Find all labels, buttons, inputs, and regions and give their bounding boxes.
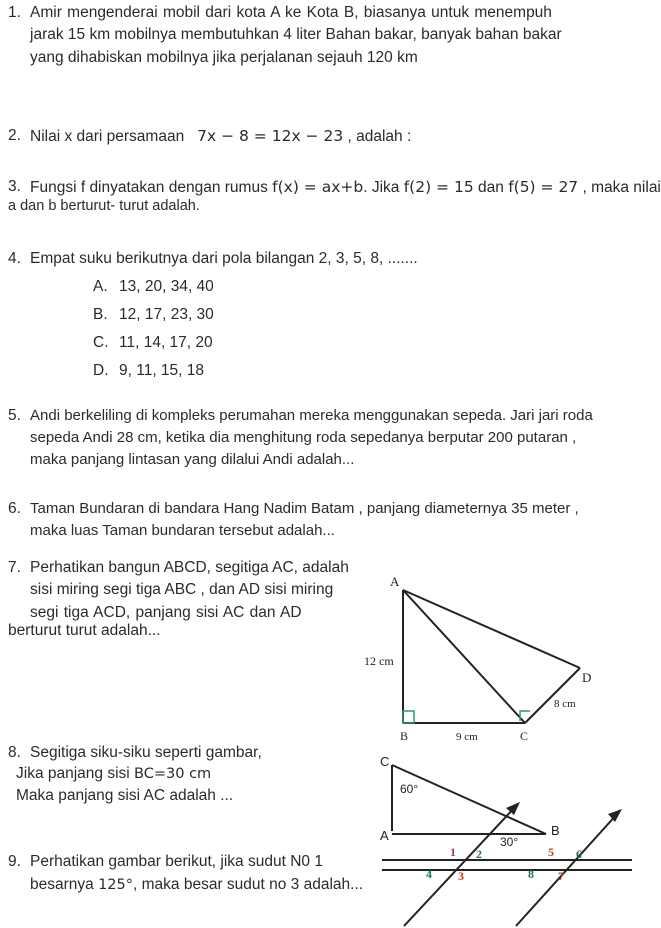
question-7 [30,557,355,624]
angle-label-8: 8 [528,867,534,881]
question-1-line-1: Amir mengenderai mobil dari kota A ke Kota B, biasanya untuk menempuh [30,4,552,21]
figure-abcd [350,570,630,745]
triangle-side-cb [392,765,546,834]
question-7-line-4: berturut turut adalah... [8,622,161,639]
angle-label-1: 1 [450,845,456,859]
question-9-angle: 125° [98,877,134,893]
figure-abcd-label-ab: 12 cm [364,654,394,668]
question-8-line-2-text: Jika panjang sisi [16,765,130,782]
question-3-line-2: a dan b berturut- turut adalah. [8,198,200,214]
figure-abcd-label-d: D [582,670,592,685]
question-3-text-4: , maka nilai [582,179,661,196]
option-a-letter: A. [93,278,108,295]
question-9-number: 9. [8,853,21,870]
question-5 [30,405,620,470]
question-2-equation: 7x − 8 = 12x − 23 [197,127,344,145]
question-9-line-2-text-1: besarnya [30,876,94,893]
question-3-text-2: . Jika [363,179,400,196]
option-a [93,276,214,298]
question-6-number: 6. [8,500,21,517]
question-8-number: 8. [8,744,21,761]
question-8 [30,742,262,764]
triangle-label-b: B [551,823,560,838]
option-d [93,360,204,382]
option-b-letter: B. [93,306,108,323]
question-6-line-1: Taman Bundaran di bandara Hang Nadim Batam , panjang diameternya 35 meter , [30,500,579,517]
figure-abcd-side-ac [403,590,525,723]
question-6-line-2: maka luas Taman bundaran tersebut adalah... [30,521,335,539]
question-5-number: 5. [8,407,21,424]
question-2-number: 2. [8,127,21,144]
question-7-number: 7. [8,559,21,576]
option-c-value: 11, 14, 17, 20 [119,334,213,351]
question-7-line-1: Perhatikan bangun ABCD, segitiga AC, adalah [30,559,349,576]
angle-label-3: 3 [458,869,464,883]
figure-abcd-side-ad [403,590,580,668]
question-2-text: Nilai x dari persamaan [30,128,185,145]
question-6 [30,498,620,542]
triangle-label-c: C [380,754,390,769]
question-9-line-2-text-2: , maka besar sudut no 3 adalah... [133,876,364,893]
question-1 [30,2,620,69]
question-8-line-2-formula: BC=30 cm [134,766,212,782]
question-5-line-2: sepeda Andi 28 cm, ketika dia menghitung roda sepedanya berputar 200 putaran , [30,428,577,446]
question-8-line-3: Maka panjang sisi AC adalah ... [16,787,234,804]
question-1-number: 1. [8,4,21,21]
question-7-line-2: sisi miring segi tiga ABC , dan AD sisi miring [30,581,334,599]
transversal-right-arrow-icon [608,809,622,822]
figure-abcd-label-c: C [520,729,529,743]
angle-label-5: 5 [548,845,554,859]
figure-abcd-right-angle-b [403,711,414,723]
question-9-line-1: Perhatikan gambar berikut, jika sudut N0 1 [30,853,323,870]
triangle-angle-60: 60° [400,782,419,796]
figure-abcd-label-b: B [400,729,409,743]
angle-label-4: 4 [426,867,432,881]
lines-angle-30: 30° [500,835,519,849]
angle-label-7: 7 [558,869,564,883]
option-b-value: 12, 17, 23, 30 [119,306,214,323]
figure-abcd-label-a: A [390,574,400,589]
question-4-text: Empat suku berikutnya dari pola bilangan 2, 3, 5, 8, ....... [30,250,418,267]
angle-label-2: 2 [476,847,482,861]
option-c-letter: C. [93,334,109,351]
question-9-line-2 [30,874,363,896]
question-8-line-2 [16,763,211,785]
figure-abcd-side-cd [525,668,580,723]
figure-triangle-lines [368,748,634,928]
question-5-line-3: maka panjang lintasan yang dilalui Andi adalah... [30,450,355,468]
question-3-formula-2: f(2) = 15 [403,178,474,196]
triangle-label-a: A [380,828,389,843]
option-d-value: 9, 11, 15, 18 [119,362,205,379]
question-7-line-3: segi tiga ACD, panjang sisi AC dan AD [30,603,302,621]
transversal-left [404,806,519,926]
question-3-formula-1: f(x) = ax+b [272,178,364,196]
question-3-number: 3. [8,178,21,195]
question-4-number: 4. [8,250,21,267]
figure-abcd-label-bc: 9 cm [456,731,478,743]
question-1-line-2: jarak 15 km mobilnya membutuhkan 4 liter Bahan bakar, banyak bahan bakar [30,26,562,44]
question-3-formula-3: f(5) = 27 [508,178,579,196]
option-c [93,332,213,354]
question-5-line-1: Andi berkeliling di kompleks perumahan mereka menggunakan sepeda. Jari jari roda [30,407,593,424]
figure-abcd-label-cd: 8 cm [554,698,576,710]
question-3-text-3: dan [478,179,504,196]
option-b [93,304,214,326]
question-1-line-3: yang dihabiskan mobilnya jika perjalanan sejauh 120 km [30,48,418,66]
option-d-letter: D. [93,362,109,379]
question-2-suffix: , adalah : [347,128,412,145]
question-3-text-1: Fungsi f dinyatakan dengan rumus [30,179,268,196]
angle-label-6: 6 [576,847,582,861]
question-2 [30,125,411,148]
question-8-line-1: Segitiga siku-siku seperti gambar, [30,744,262,761]
option-a-value: 13, 20, 34, 40 [119,278,214,295]
